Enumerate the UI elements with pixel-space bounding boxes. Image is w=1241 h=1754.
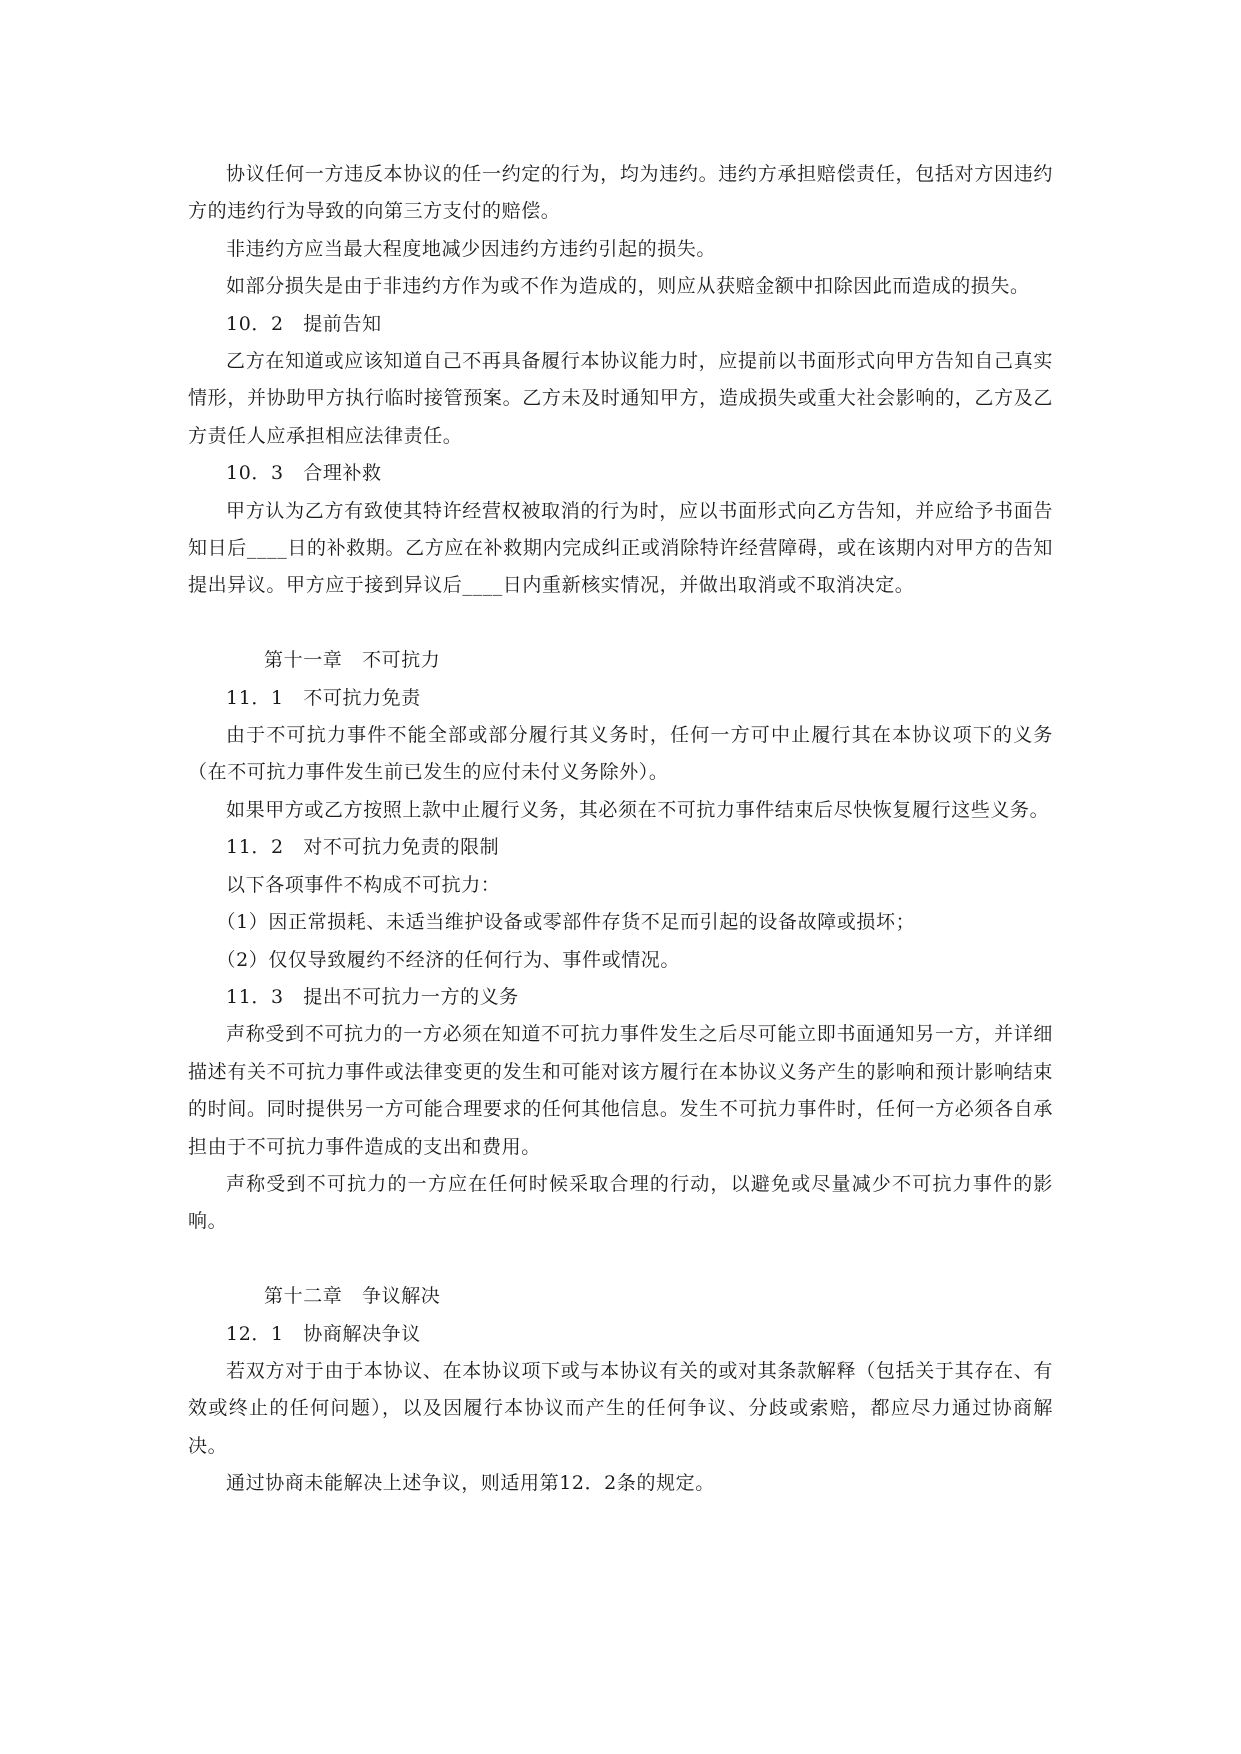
chapter-title-11: 第十一章 不可抗力 bbox=[264, 649, 441, 672]
paragraph-negotiation: 若双方对于由于本协议、在本协议项下或与本协议有关的或对其条款解释（包括关于其存在、有效或终止的任何问题），以及因履行本协议而产生的任何争议、分歧或索赔，都应尽力通过协商解决。 bbox=[188, 1359, 1053, 1457]
paragraph-advance-notice: 乙方在知道或应该知道自己不再具备履行本协议能力时，应提前以书面形式向甲方告知自己真实情形，并协助甲方执行临时接管预案。乙方未及时通知甲方，造成损失或重大社会影响的，乙方及乙方责任人应承担相应法律责任。 bbox=[188, 350, 1053, 447]
list-item-1: （1）因正常损耗、未适当维护设备或零部件存货不足而引起的设备故障或损坏； bbox=[216, 911, 916, 934]
paragraph-apply-12-2: 通过协商未能解决上述争议，则适用第12．2条的规定。 bbox=[226, 1472, 715, 1495]
paragraph-resume-obligations: 如果甲方或乙方按照上款中止履行义务，其必须在不可抗力事件结束后尽快恢复履行这些义务。 bbox=[226, 798, 1050, 821]
clause-heading-11-3: 11．3 提出不可抗力一方的义务 bbox=[226, 985, 519, 1008]
clause-heading-10-2: 10．2 提前告知 bbox=[226, 312, 382, 335]
document-body bbox=[188, 156, 1053, 1503]
clause-heading-11-2: 11．2 对不可抗力免责的限制 bbox=[226, 836, 500, 859]
paragraph-force-majeure-exemption: 由于不可抗力事件不能全部或部分履行其义务时，任何一方可中止履行其在本协议项下的义务（在不可抗力事件发生前已发生的应付未付义务除外）。 bbox=[188, 724, 1053, 784]
clause-heading-11-1: 11．1 不可抗力免责 bbox=[226, 686, 421, 709]
paragraph-loss-deduction: 如部分损失是由于非违约方作为或不作为造成的，则应从获赔金额中扣除因此而造成的损失。 bbox=[226, 275, 1030, 298]
chapter-title-12: 第十二章 争议解决 bbox=[264, 1285, 441, 1308]
paragraph-reasonable-remedy: 甲方认为乙方有致使其特许经营权被取消的行为时，应以书面形式向乙方告知，并应给予书面告知日后____日的补救期。乙方应在补救期内完成纠正或消除特许经营障碍，或在该期内对甲方的告知提出异议。甲方应于接到异议后____日内重新核实情况，并做出取消或不取消决定。 bbox=[188, 499, 1053, 597]
list-item-2: （2）仅仅导致履约不经济的任何行为、事件或情况。 bbox=[216, 948, 680, 971]
paragraph-breach-liability: 协议任何一方违反本协议的任一约定的行为，均为违约。违约方承担赔偿责任，包括对方因违约方的违约行为导致的向第三方支付的赔偿。 bbox=[188, 163, 1053, 223]
clause-heading-12-1: 12．1 协商解决争议 bbox=[226, 1322, 421, 1345]
paragraph-reasonable-action: 声称受到不可抗力的一方应在任何时候采取合理的行动，以避免或尽量减少不可抗力事件的影响。 bbox=[188, 1172, 1053, 1233]
paragraph-notify-obligation: 声称受到不可抗力的一方必须在知道不可抗力事件发生之后尽可能立即书面通知另一方，并详细描述有关不可抗力事件或法律变更的发生和可能对该方履行在本协议义务产生的影响和预计影响结束的时间。同时提供另一方可能合理要求的任何其他信息。发生不可抗力事件时，任何一方必须各自承担由于不可抗力事件造成的支出和费用。 bbox=[188, 1023, 1053, 1158]
paragraph-limit-intro: 以下各项事件不构成不可抗力： bbox=[226, 873, 501, 896]
clause-heading-10-3: 10．3 合理补救 bbox=[226, 462, 382, 485]
paragraph-mitigation: 非违约方应当最大程度地减少因违约方违约引起的损失。 bbox=[226, 237, 717, 260]
